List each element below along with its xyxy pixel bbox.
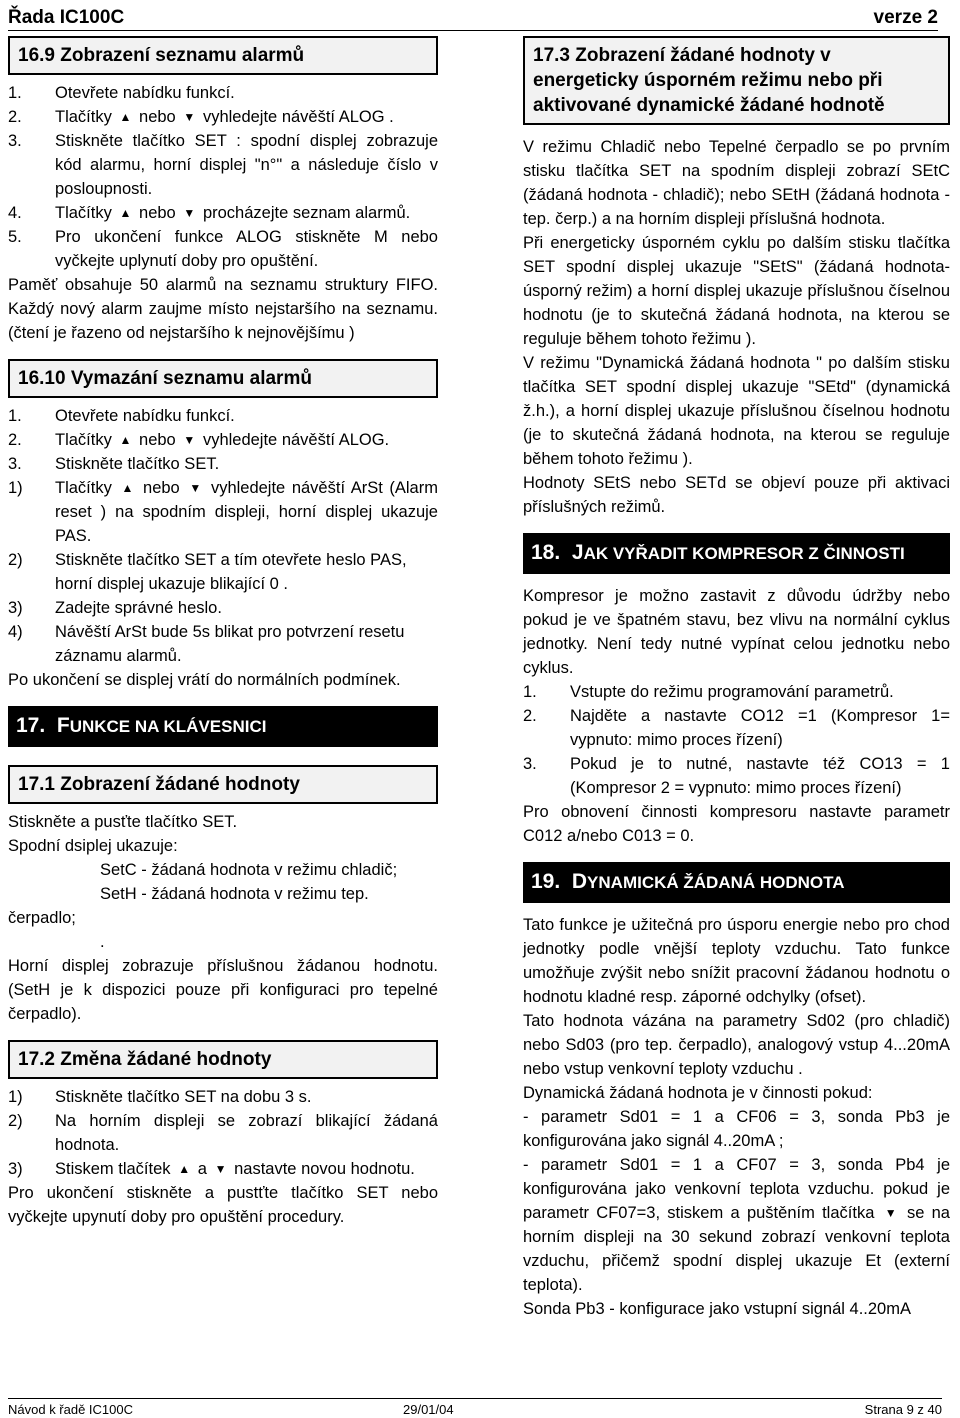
footer-manual-title: Návod k řadě IC100C <box>8 1402 134 1417</box>
chevron-down-icon: ▼ <box>214 1162 227 1176</box>
chevron-down-icon: ▼ <box>189 481 202 495</box>
paragraph: - parametr Sd01 = 1 a CF06 = 3, sonda Pb3 je konfigurována jako signál 4..20mA ; <box>523 1108 950 1150</box>
page-footer <box>8 1398 942 1417</box>
section-title: 16.10 Vymazání seznamu alarmů <box>8 359 438 398</box>
list-item: 2. Najděte a nastavte CO12 =1 (Kompresor 1= vypnuto: mimo proces řízení) <box>523 707 950 749</box>
list-item: 1. Otevřete nabídku funkcí. <box>8 407 235 425</box>
paragraph: V režimu "Dynamická žádaná hodnota " po dalším stisku tlačítka SET spodní displej ukazuje "SEtd" (dynamická ž.h.), a horní displej ukazuje příslušnou číselnou hodnotu (je to skutečná žádaná hodnota, na kterou se reguluje během tohoto řežimu ). <box>523 354 950 468</box>
list-item: 1) Tlačítky ▲ nebo ▼ vyhledejte návěští ArSt (Alarm reset ) na spodním displeji, horní displej ukazuje PAS. <box>8 476 438 548</box>
list-item: 3) Zadejte správné heslo. <box>8 599 222 617</box>
chevron-up-icon: ▲ <box>119 433 132 447</box>
list-item: 2. Tlačítky ▲ nebo ▼ vyhledejte návěští ALOG. <box>8 428 438 452</box>
paragraph: Tato funkce je užitečná pro úsporu energie nebo pro chod jednotky podle vnější teploty vzduchu. Tato funkce umožňuje zvýšit nebo snížit pracovní žádanou hodnotu o hodnotu kladné resp. záporné odchylky (ofset). <box>523 916 950 1006</box>
chevron-down-icon: ▼ <box>183 206 196 220</box>
section-title: 17.2 Změna žádané hodnoty <box>8 1040 438 1079</box>
paragraph: Pro ukončení stiskněte a pustťte tlačítko SET nebo vyčkejte upynutí doby pro opuštění procedury. <box>8 1184 438 1226</box>
chevron-down-icon: ▼ <box>884 1206 897 1220</box>
paragraph: čerpadlo; <box>8 909 76 927</box>
paragraph: - parametr Sd01 = 1 a CF07 = 3, sonda Pb4 je konfigurována jako venkovní teplota vzduchu. pokud je parametr CF07=3, stiskem a puštěním tlačítka ▼ se na horním displeji na 30 sekund zobrazí venkovní teplota vzduchu, přičemž spodní displej ukazuje Et (externí teplota). <box>523 1156 950 1294</box>
list-item: 2) Stiskněte tlačítko SET a tím otevřete heslo PAS, horní displej ukazuje blikající 0 . <box>8 551 407 593</box>
left-column <box>8 36 438 1229</box>
section-title: 16.9 Zobrazení seznamu alarmů <box>8 36 438 75</box>
list-item: 3) Stiskem tlačítek ▲ a ▼ nastavte novou hodnotu. <box>8 1157 438 1181</box>
chevron-up-icon: ▲ <box>119 206 132 220</box>
list-item: 1) Stiskněte tlačítko SET na dobu 3 s. <box>8 1088 312 1106</box>
list-item: 1. Otevřete nabídku funkcí. <box>8 84 235 102</box>
list-item: 3. Pokud je to nutné, nastavte též CO13 = 1 (Kompresor 2 = vypnuto: mimo proces řízení) <box>523 755 950 797</box>
paragraph: V režimu Chladič nebo Tepelné čerpadlo se po prvním stisku tlačítka SET na spodním displeji zobrazí SEtC (žádaná hodnota - chladič); nebo SEtH (žádaná hodnota -tep. čerp.) a na horním displeji příslušná hodnota. <box>523 138 950 228</box>
section-title: 17.1 Zobrazení žádané hodnoty <box>8 765 438 804</box>
paragraph: SetC - žádaná hodnota v režimu chladič; <box>100 861 398 879</box>
list-item: 4) Návěští ArSt bude 5s blikat pro potvrzení resetu záznamu alarmů. <box>8 623 405 665</box>
paragraph: Horní displej zobrazuje příslušnou žádanou hodnotu. (SetH je k dispozici pouze při konfiguraci pro tepelné čerpadlo). <box>8 957 438 1023</box>
paragraph: Paměť obsahuje 50 alarmů na seznamu struktury FIFO. Každý nový alarm zaujme místo nejstaršího na seznamu. (čtení je řazeno od nejstaršího k nejnovějšímu ) <box>8 276 438 342</box>
paragraph: SetH - žádaná hodnota v režimu tep. <box>100 885 369 903</box>
paragraph: Tato hodnota vázána na parametry Sd02 (pro chladič) nebo Sd03 (pro tep. čerpadlo), analogový vstup 4...20mA nebo vstup venkovní teploty vzduchu . <box>523 1012 950 1078</box>
paragraph: Sonda Pb3 - konfigurace jako vstupní signál 4..20mA <box>523 1300 911 1318</box>
list-item: 5. Pro ukončení funkce ALOG stiskněte M nebo vyčkejte uplynutí doby pro opuštění. <box>8 228 438 270</box>
list-item: 2) Na horním displeji se zobrazí blikající žádaná hodnota. <box>8 1112 438 1154</box>
chapter-title: 17. FUNKCE NA KLÁVESNICI <box>8 706 438 747</box>
list-item: 4. Tlačítky ▲ nebo ▼ procházejte seznam alarmů. <box>8 201 438 225</box>
chevron-up-icon: ▲ <box>119 110 132 124</box>
paragraph: Při energeticky úsporném cyklu po dalším stisku tlačítka SET spodní displej ukazuje "SEtS" (žádaná hodnota-úsporný režim) a horní displej ukazuje příslušnou číselnou hodnotu (je to skutečná žádaná hodnota, na kterou se reguluje během tohoto řežimu ). <box>523 234 950 348</box>
footer-date: 29/01/04 <box>403 1402 454 1417</box>
chevron-up-icon: ▲ <box>121 481 134 495</box>
paragraph: Hodnoty SEtS nebo SETd se objeví pouze při aktivaci příslušných režimů. <box>523 474 950 516</box>
list-item: 2. Tlačítky ▲ nebo ▼ vyhledejte návěští ALOG . <box>8 105 438 129</box>
paragraph: Po ukončení se displej vrátí do normálních podmínek. <box>8 671 401 689</box>
paragraph: . <box>100 933 105 951</box>
list-item: 3. Stiskněte tlačítko SET : spodní displej zobrazuje kód alarmu, horní displej "n°" a následuje číslo v posloupnosti. <box>8 132 438 198</box>
chevron-down-icon: ▼ <box>183 110 196 124</box>
paragraph: Pro obnovení činnosti kompresoru nastavte parametr C012 a/nebo C013 = 0. <box>523 803 950 845</box>
list-item: 3. Stiskněte tlačítko SET. <box>8 455 220 473</box>
page-header <box>8 4 938 31</box>
section-title: 17.3 Zobrazení žádané hodnoty v energeticky úsporném režimu nebo při aktivované dynamické žádané hodnotě <box>523 36 950 125</box>
paragraph: Dynamická žádaná hodnota je v činnosti pokud: <box>523 1084 873 1102</box>
paragraph: Stiskněte a pusťte tlačítko SET. <box>8 813 238 831</box>
paragraph: Spodní dsiplej ukazuje: <box>8 837 178 855</box>
chevron-up-icon: ▲ <box>178 1162 191 1176</box>
chapter-title: 19. DYNAMICKÁ ŽÁDANÁ HODNOTA <box>523 862 950 903</box>
version-label: verze 2 <box>873 7 938 28</box>
footer-page-number: Strana 9 z 40 <box>864 1402 942 1417</box>
chapter-title: 18. JAK VYŘADIT KOMPRESOR Z ČINNOSTI <box>523 533 950 574</box>
chevron-down-icon: ▼ <box>183 433 196 447</box>
list-item: 1. Vstupte do režimu programování parametrů. <box>523 683 894 701</box>
paragraph: Kompresor je možno zastavit z důvodu údržby nebo pokud je ve špatném stavu, bez vlivu na normální cyklus jednotky. Není tedy nutné vypínat celou jednotku nebo cyklus. <box>523 587 950 677</box>
series-title: Řada IC100C <box>8 7 125 28</box>
right-column <box>523 36 950 1321</box>
